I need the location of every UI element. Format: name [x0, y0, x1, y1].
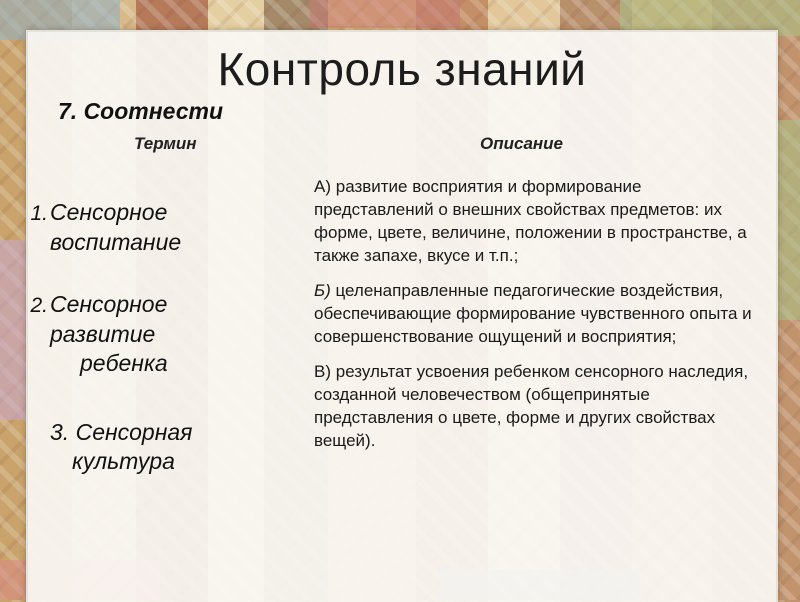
description-label: Б)	[314, 281, 331, 300]
term-text: Сенсорное	[50, 291, 168, 317]
term-text: Сенсорная	[75, 419, 193, 445]
term-item-2	[28, 290, 168, 378]
column-header-description: Описание	[480, 134, 564, 153]
term-text: Сенсорное	[50, 199, 168, 225]
description-text: целенаправленные педагогические воздействия, обеспечивающие формирование чувственного опыта и совершенствование ощущений и восприятия;	[314, 281, 752, 346]
description-item-a	[314, 175, 754, 267]
term-item-3	[28, 418, 192, 476]
description-text: развитие восприятия и формирование представлений о внешних свойствах предметов: их форме, цвете, величине, положении в пространстве, а также запахе, вкусе и т.п.;	[314, 177, 747, 265]
column-header-term: Термин	[134, 134, 197, 153]
term-text: воспитание	[50, 229, 182, 255]
term-number: 1.	[30, 202, 48, 225]
term-text: культура	[72, 448, 175, 474]
term-text: ребенка	[80, 350, 168, 376]
slide-content-panel	[26, 30, 778, 602]
background-patch	[310, 0, 460, 28]
term-text: развитие	[50, 321, 156, 347]
description-item-b	[314, 279, 754, 348]
slide-title: Контроль знаний	[217, 43, 587, 95]
description-label: А)	[314, 177, 331, 196]
term-item-1	[28, 198, 181, 257]
term-number: 2.	[30, 294, 48, 317]
description-text: результат усвоения ребенком сенсорного наследия, созданной человечеством (общепринятые представления о цвете, форме и других свойствах вещей).	[314, 362, 749, 450]
task-heading: 7. Соотнести	[58, 98, 223, 124]
description-label: В)	[314, 362, 331, 381]
description-item-c	[314, 360, 754, 452]
descriptions-list	[314, 175, 754, 464]
background-patch	[0, 240, 28, 420]
term-number: 3.	[50, 419, 70, 445]
